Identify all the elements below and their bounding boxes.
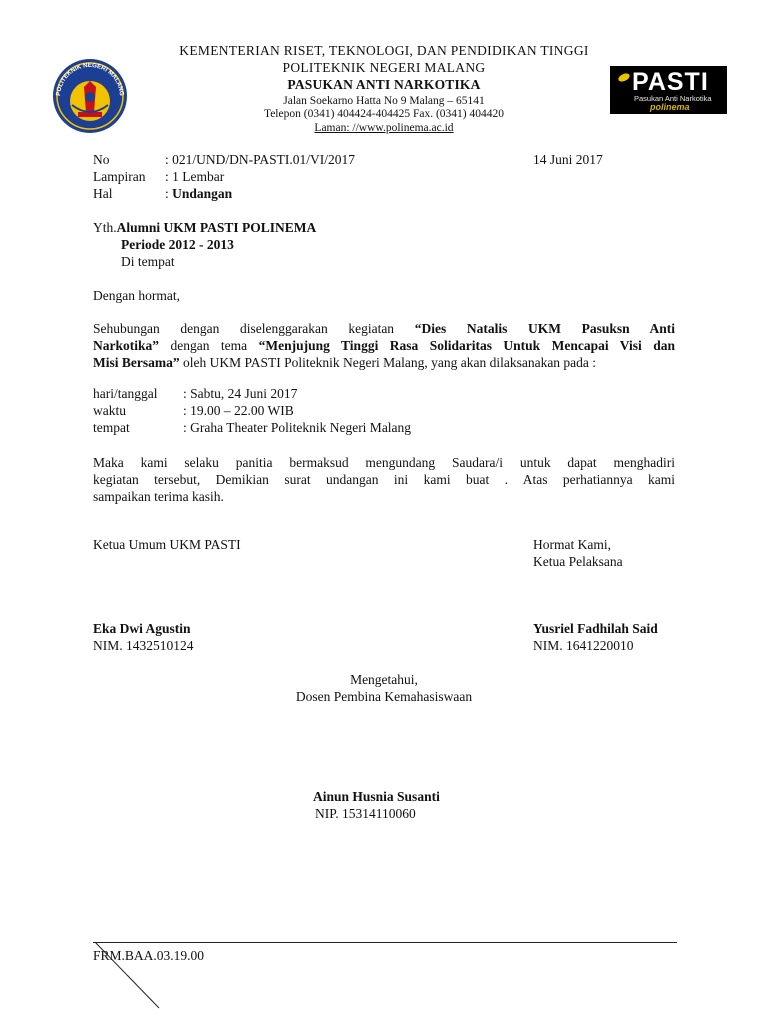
p1-theme-2: Misi Bersama”: [93, 355, 180, 370]
detail-value-date: : Sabtu, 24 Juni 2017: [183, 386, 298, 401]
paragraph-2: [93, 454, 675, 505]
recipient-place: Di tempat: [121, 254, 175, 269]
subject-row: [93, 186, 232, 202]
detail-value-place: : Graha Theater Politeknik Negeri Malang: [183, 420, 412, 435]
pasti-logo-main: PASTI: [632, 68, 709, 96]
detail-label-time: waktu: [93, 403, 126, 418]
logo-ring-text: POLITEKNIK NEGERI MALANG: [54, 61, 126, 97]
letter-number-row: [93, 152, 355, 168]
p1-text-2b: dengan tema: [170, 338, 248, 353]
header-organization: PASUKAN ANTI NARKOTIKA: [287, 77, 481, 92]
recipient-line: [93, 220, 316, 236]
advisor-title: Dosen Pembina Kemahasiswaan: [295, 689, 473, 704]
p2-line-3: sampaikan terima kasih.: [93, 489, 224, 504]
pasti-logo-brand: polinema: [650, 102, 690, 112]
left-signer-title: Ketua Umum UKM PASTI: [93, 537, 241, 552]
letter-number-value: : 021/UND/DN-PASTI.01/VI/2017: [165, 152, 356, 167]
header-website: Laman: //www.polinema.ac.id: [314, 122, 454, 134]
paragraph-1: [93, 320, 675, 371]
subject-value: Undangan: [172, 186, 233, 201]
corner-diagonal-line: [93, 940, 163, 1010]
advisor-name: Ainun Husnia Susanti: [313, 789, 440, 804]
attachment-label: Lampiran: [93, 169, 146, 184]
p2-line-2: kegiatan tersebut, Demikian surat undangan ini kami buat . Atas perhatiannya kami: [93, 472, 675, 487]
header-institution: POLITEKNIK NEGERI MALANG: [282, 60, 486, 75]
attachment-value: : 1 Lembar: [165, 169, 225, 184]
attachment-row: [93, 169, 224, 185]
leaf-icon: [617, 72, 631, 83]
acknowledged-label: Mengetahui,: [350, 672, 418, 687]
right-signer-nim: NIM. 1641220010: [533, 638, 634, 653]
recipient-prefix: Yth.: [93, 220, 117, 235]
p1-text-1a: Sehubungan dengan diselenggarakan kegiatan: [93, 321, 395, 336]
subject-colon: :: [165, 186, 169, 201]
header-address: Jalan Soekarno Hatta No 9 Malang – 65141: [283, 95, 485, 107]
p1-theme-1: “Menjujung Tinggi Rasa Solidaritas Untuk Mencapai Visi dan: [258, 338, 676, 353]
footer-divider: [93, 942, 677, 943]
pasti-logo-sub: Pasukan Anti Narkotika: [634, 94, 712, 103]
p1-event-name-2: Narkotika”: [93, 338, 160, 353]
polinema-logo: [48, 57, 132, 135]
right-signer-closing: Hormat Kami,: [533, 537, 611, 552]
detail-row-date: [93, 386, 297, 402]
advisor-nip: NIP. 15314110060: [315, 806, 416, 821]
p1-event-name-1: “Dies Natalis UKM Pasuksn Anti: [414, 321, 676, 336]
detail-row-place: [93, 420, 411, 436]
subject-label: Hal: [93, 186, 113, 201]
p1-text-3b: oleh UKM PASTI Politeknik Negeri Malang, yang akan dilaksanakan pada :: [183, 355, 597, 370]
letter-date: 14 Juni 2017: [533, 152, 603, 167]
detail-value-time: : 19.00 – 22.00 WIB: [183, 403, 294, 418]
right-signer-name: Yusriel Fadhilah Said: [533, 621, 658, 636]
left-signer-nim: NIM. 1432510124: [93, 638, 194, 653]
detail-row-time: [93, 403, 294, 419]
left-signer-name: Eka Dwi Agustin: [93, 621, 191, 636]
recipient-period: Periode 2012 - 2013: [121, 237, 234, 252]
recipient-name: Alumni UKM PASTI POLINEMA: [116, 220, 317, 235]
form-code: FRM.BAA.03.19.00: [93, 948, 205, 963]
detail-label-date: hari/tanggal: [93, 386, 158, 401]
greeting: Dengan hormat,: [93, 288, 180, 303]
header-ministry: KEMENTERIAN RISET, TEKNOLOGI, DAN PENDIDIKAN TINGGI: [179, 43, 589, 58]
letter-number-label: No: [93, 152, 110, 167]
header-phone: Telepon (0341) 404424-404425 Fax. (0341) 404420: [263, 108, 505, 120]
pasti-logo: [610, 66, 727, 114]
right-signer-title: Ketua Pelaksana: [533, 554, 623, 569]
p2-line-1: Maka kami selaku panitia bermaksud mengundang Saudara/i untuk dapat menghadiri: [93, 455, 675, 470]
detail-label-place: tempat: [93, 420, 130, 435]
